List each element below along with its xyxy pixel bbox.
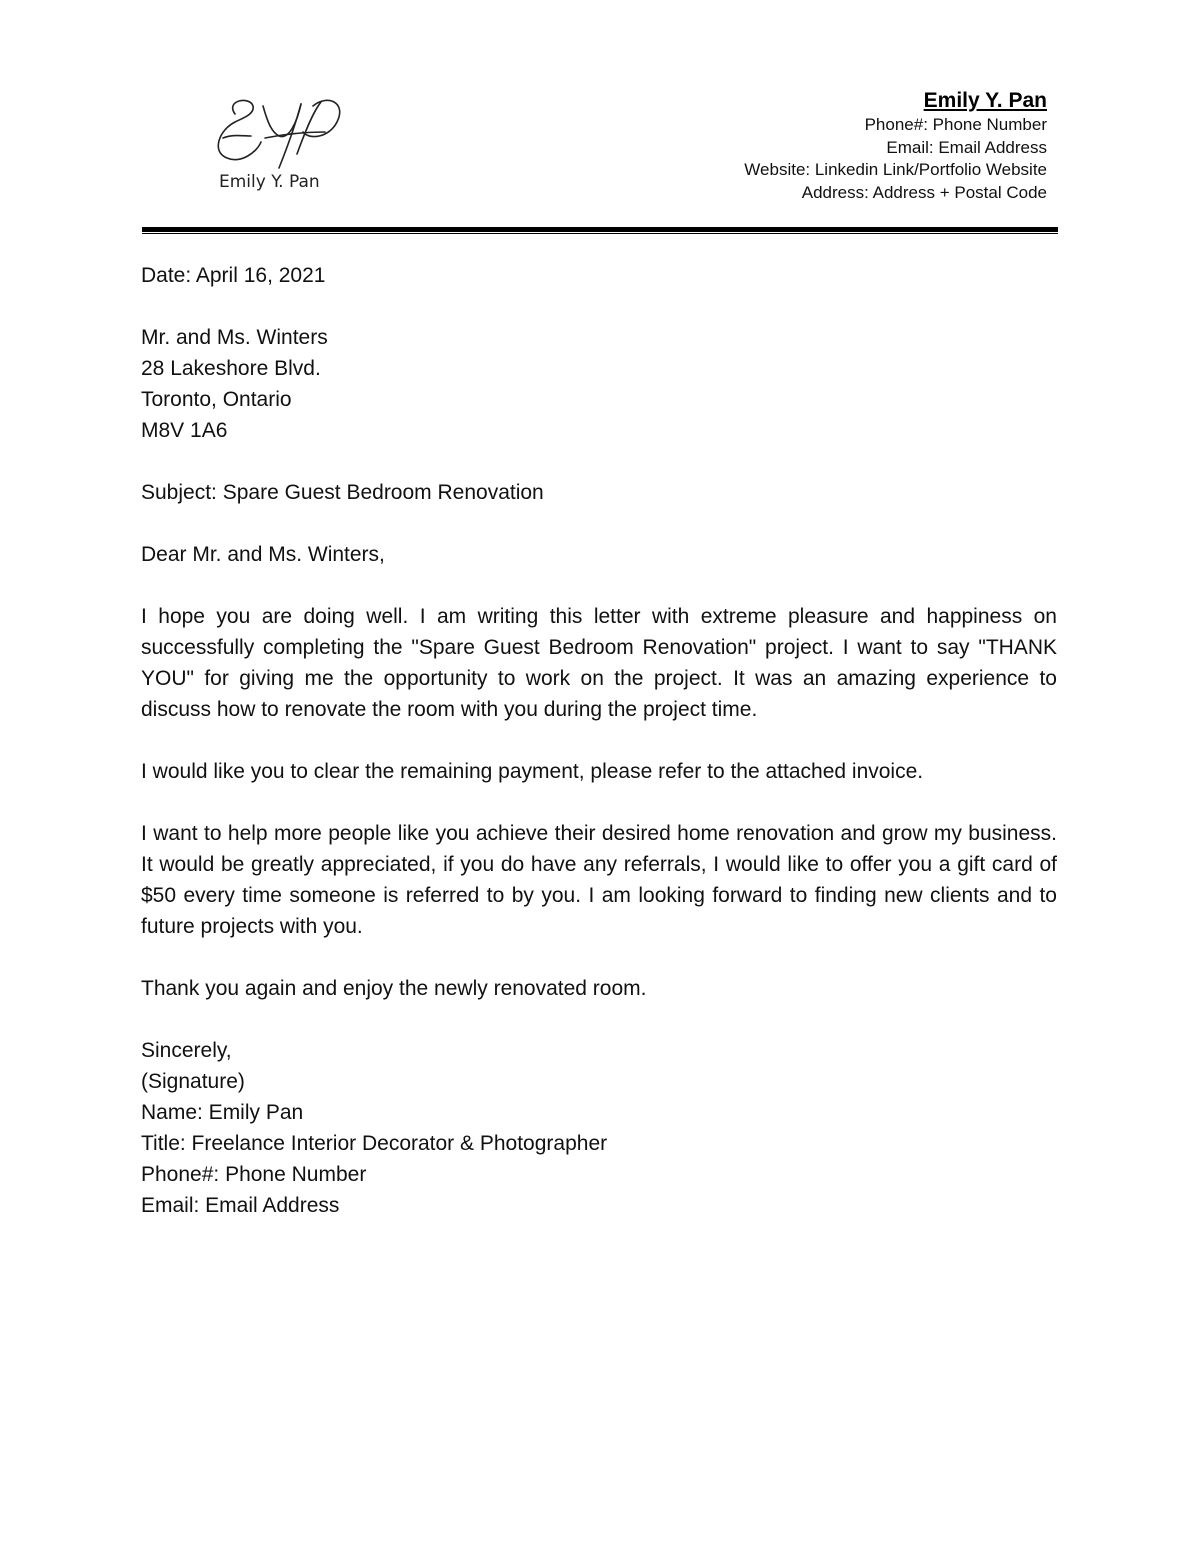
recipient-street: 28 Lakeshore Blvd. (141, 357, 321, 380)
monogram-logo (205, 92, 355, 200)
header-divider (142, 227, 1058, 232)
header-address: Address: Address + Postal Code (801, 182, 1047, 202)
paragraph-thanks: I hope you are doing well. I am writing this letter with extreme pleasure and happiness on successfully completing the "Spare Guest Bedroom Renovation" project. I want to say "THANK YOU" for giving me the opportunity to work on the project. It was an amazing experience to discuss how to renovate the room with you during the project time. (141, 605, 1057, 721)
header-phone: Phone#: Phone Number (864, 115, 1047, 134)
letter-closing: Sincerely, (141, 1039, 232, 1062)
letter-subject: Subject: Spare Guest Bedroom Renovation (141, 481, 544, 504)
letter-date: Date: April 16, 2021 (141, 264, 326, 287)
recipient-postal: M8V 1A6 (141, 419, 228, 442)
letter-signature: (Signature) (141, 1070, 245, 1093)
letter-salutation: Dear Mr. and Ms. Winters, (141, 543, 385, 566)
signoff-title: Title: Freelance Interior Decorator & Photographer (141, 1132, 608, 1155)
paragraph-payment: I would like you to clear the remaining payment, please refer to the attached invoice. (141, 760, 924, 783)
logo-caption: Emily Y. Pan (219, 172, 320, 192)
header-email: Email: Email Address (886, 137, 1047, 157)
recipient-name: Mr. and Ms. Winters (141, 326, 328, 349)
monogram-signature-graphic (205, 92, 355, 177)
signoff-name: Name: Emily Pan (141, 1101, 304, 1124)
recipient-city: Toronto, Ontario (141, 388, 292, 411)
header-divider-thin (142, 233, 1058, 234)
sender-contact-block (744, 88, 1047, 204)
sender-name-heading: Emily Y. Pan (923, 89, 1047, 112)
paragraph-referrals: I want to help more people like you achieve their desired home renovation and grow my business. It would be greatly appreciated, if you do have any referrals, I would like to offer you a gift card of $50 every time someone is referred to by you. I am looking forward to finding new clients and to future projects with you. (141, 822, 1057, 938)
signoff-phone: Phone#: Phone Number (141, 1163, 367, 1186)
paragraph-closing-thanks: Thank you again and enjoy the newly renovated room. (141, 977, 647, 1000)
signoff-email: Email: Email Address (141, 1194, 340, 1217)
header-website: Website: Linkedin Link/Portfolio Website (744, 160, 1047, 179)
letter-body (141, 260, 1057, 1221)
